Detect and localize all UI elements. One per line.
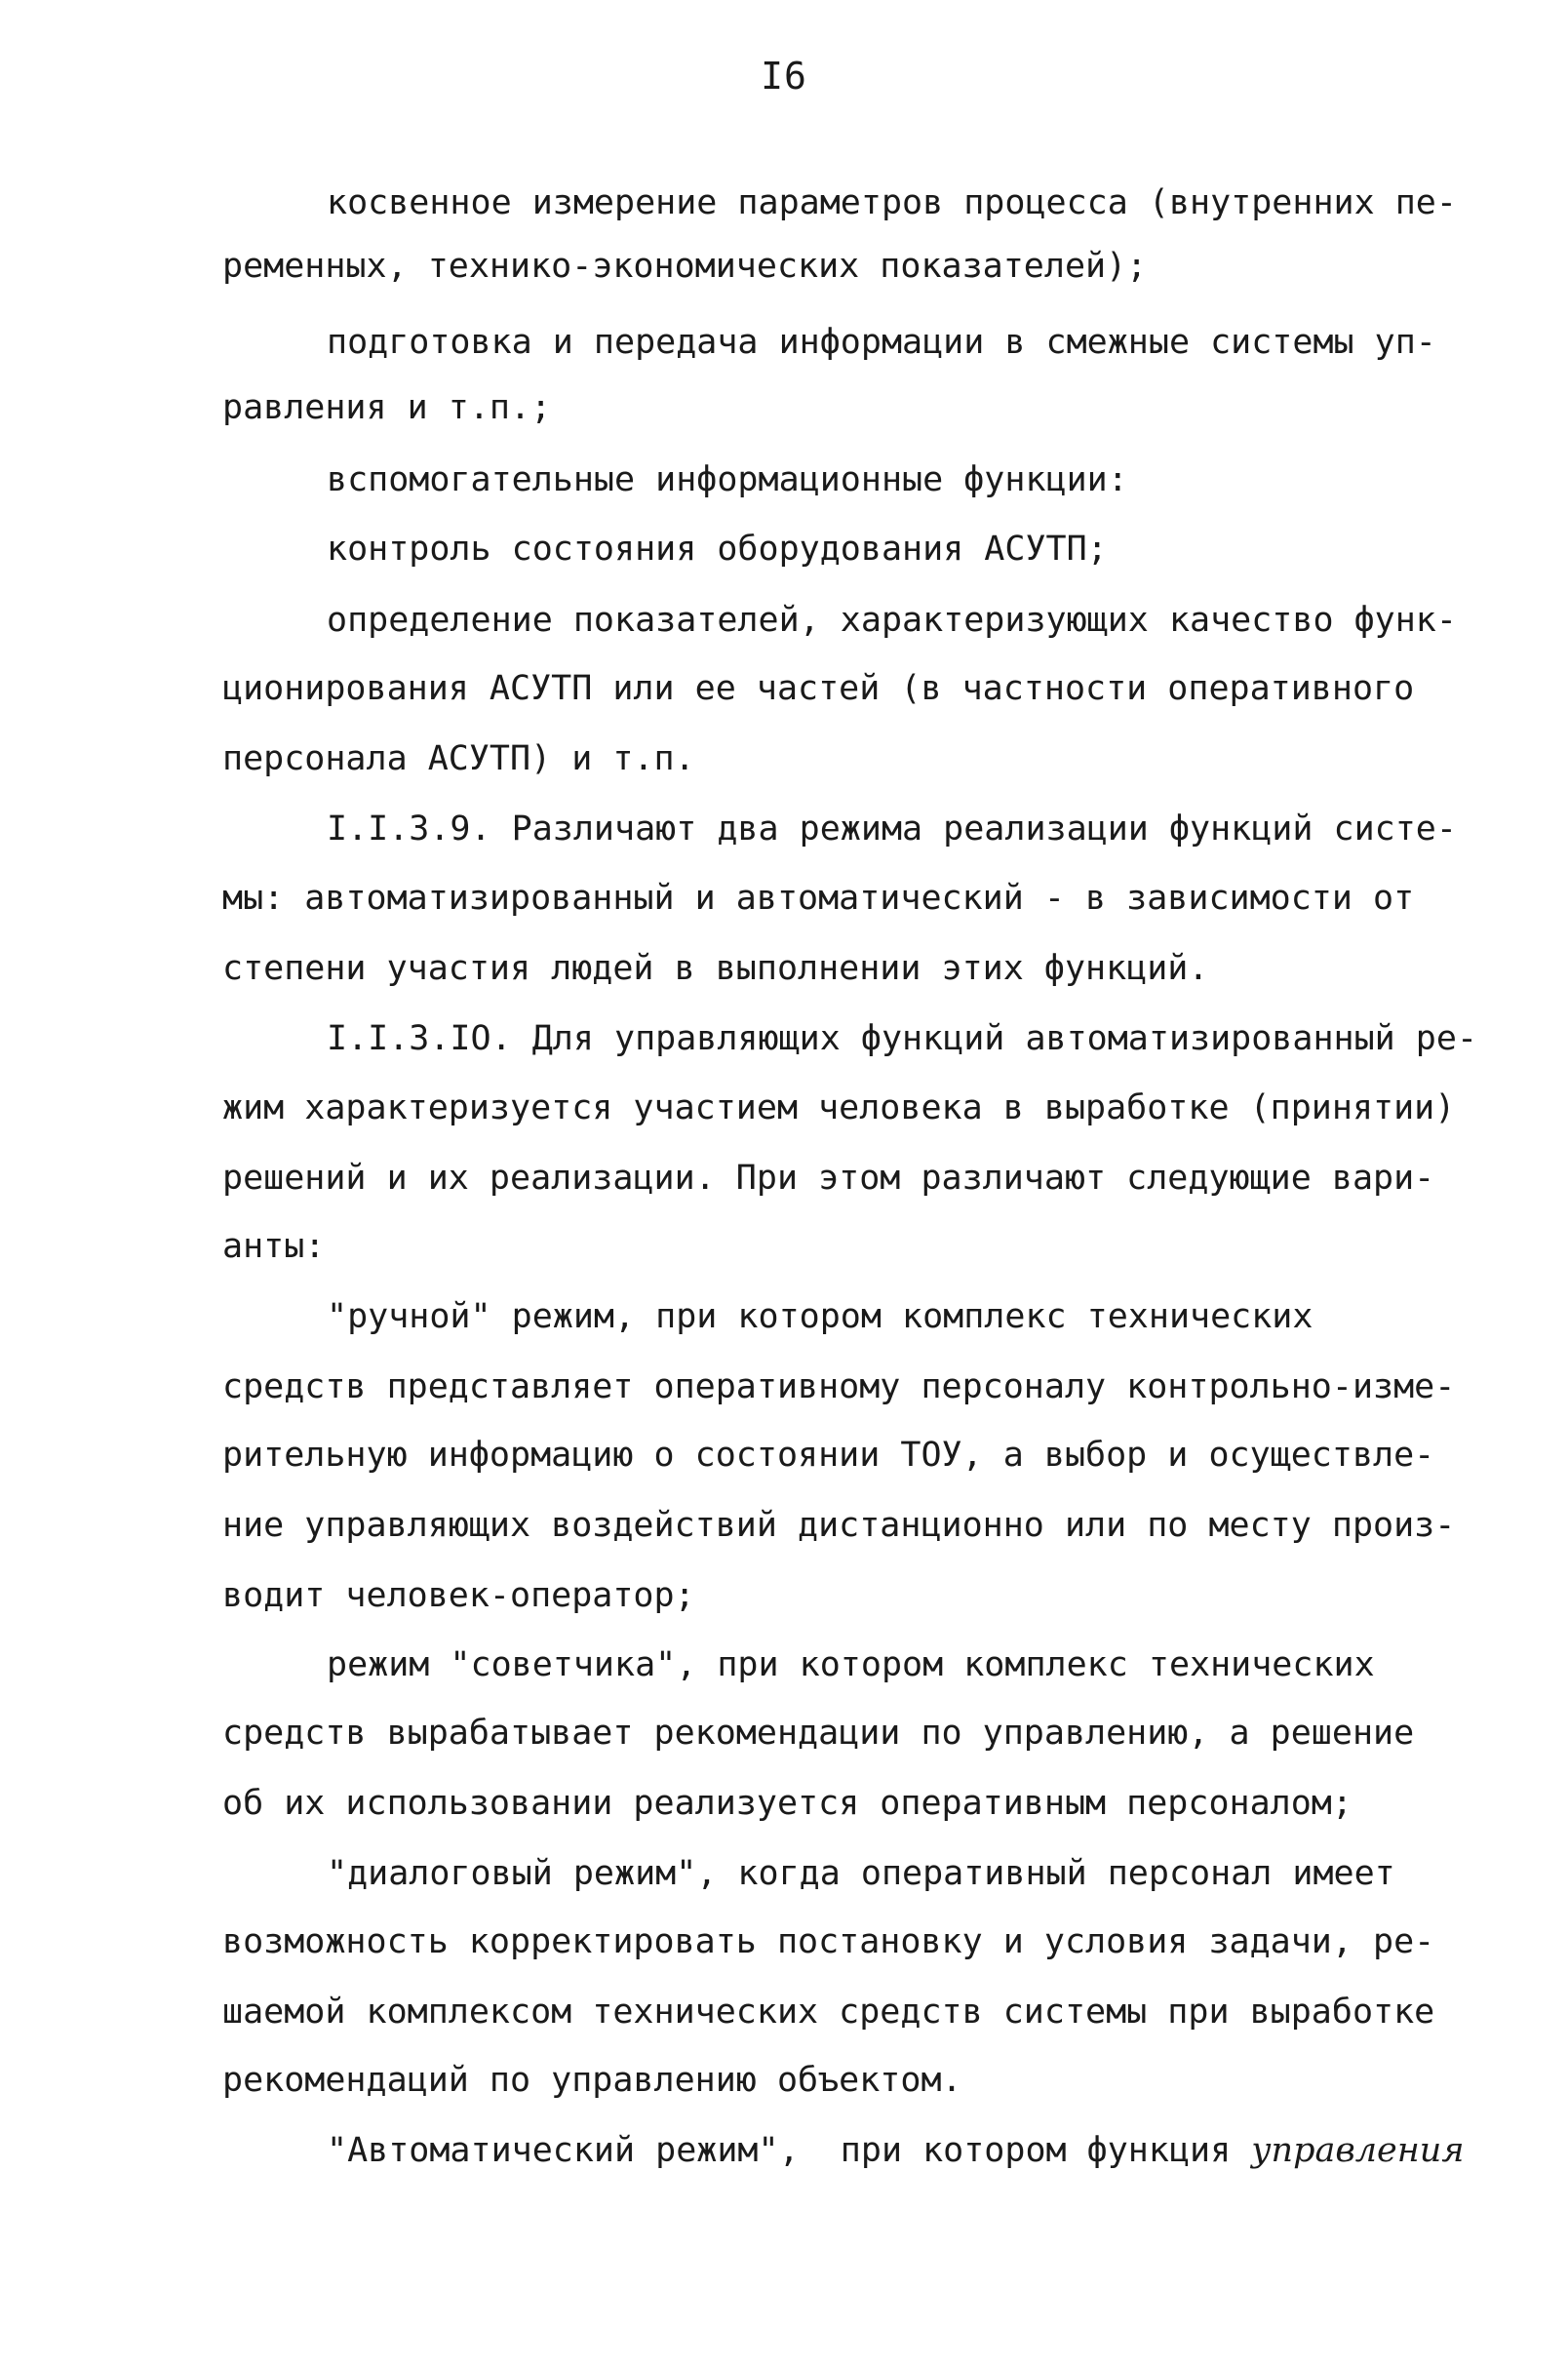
text-line: ние управляющих воздействий дистанционно или по месту произ- xyxy=(222,1506,1456,1545)
text-line: решений и их реализации. При этом различают следующие вари- xyxy=(222,1159,1435,1198)
handwritten-word: управления xyxy=(1251,2131,1465,2170)
text-line: средств представляет оперативному персоналу контрольно-изме- xyxy=(222,1367,1456,1406)
text-line: рекомендаций по управлению объектом. xyxy=(222,2061,962,2100)
text-line: косвенное измерение параметров процесса (внутренних пе- xyxy=(327,183,1457,222)
text-line: подготовка и передача информации в смежные системы уп- xyxy=(327,323,1436,362)
text-line: шаемой комплексом технических средств системы при выработке xyxy=(222,1993,1435,2032)
text-line: вспомогательные информационные функции: xyxy=(327,460,1128,499)
text-line: средств вырабатывает рекомендации по управлению, а решение xyxy=(222,1714,1415,1753)
page-number: I6 xyxy=(761,55,807,98)
text-line: I.I.3.9. Различают два режима реализации функций систе- xyxy=(327,809,1457,849)
text-line: персонала АСУТП) и т.п. xyxy=(222,739,695,778)
text-line: возможность корректировать постановку и условия задачи, ре- xyxy=(222,1922,1435,1961)
text-line: режим "советчика", при котором комплекс технических xyxy=(327,1645,1375,1684)
text-line: равления и т.п.; xyxy=(222,388,552,427)
text-line: I.I.3.IO. Для управляющих функций автоматизированный ре- xyxy=(327,1019,1478,1058)
text-line: ционирования АСУТП или ее частей (в частности оперативного xyxy=(222,669,1415,708)
text-line-start: "Автоматический режим", при котором функция xyxy=(327,2131,1232,2170)
text-line: "диалоговый режим", когда оперативный персонал имеет xyxy=(327,1854,1395,1893)
text-line: мы: автоматизированный и автоматический - в зависимости от xyxy=(222,879,1415,918)
text-line: ременных, технико-экономических показателей); xyxy=(222,247,1148,286)
text-line: водит человек-оператор; xyxy=(222,1576,695,1615)
text-line: рительную информацию о состоянии ТОУ, а выбор и осуществле- xyxy=(222,1436,1435,1475)
text-line: жим характеризуется участием человека в выработке (принятии) xyxy=(222,1088,1456,1127)
text-line: степени участия людей в выполнении этих функций. xyxy=(222,949,1209,988)
text-line: об их использовании реализуется оперативным персоналом; xyxy=(222,1784,1352,1823)
text-line: определение показателей, характеризующих качество функ- xyxy=(327,601,1457,640)
text-line: "ручной" режим, при котором комплекс технических xyxy=(327,1297,1313,1336)
text-line xyxy=(327,2126,1465,2175)
text-line: контроль состояния оборудования АСУТП; xyxy=(327,530,1108,569)
text-line: анты: xyxy=(222,1227,326,1266)
